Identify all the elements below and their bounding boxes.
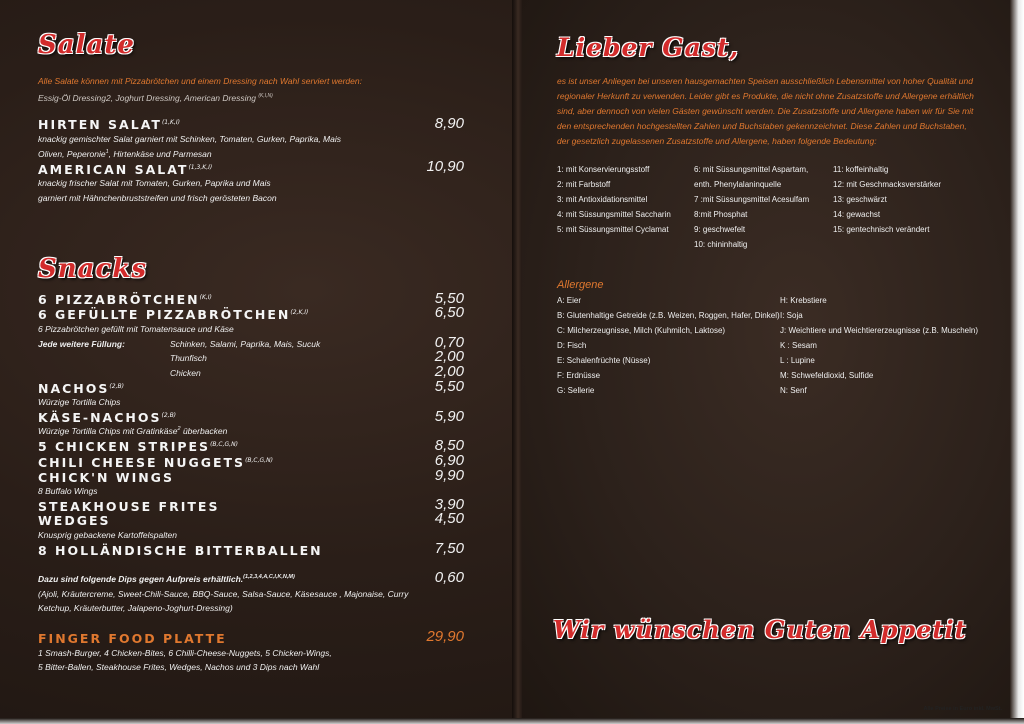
salate-note: Alle Salate können mit Pizzabrötchen und einem Dressing nach Wahl serviert werden: (38, 76, 362, 86)
filling-2-price: 2,00 (434, 348, 464, 365)
allergen-item: J: Weichtiere und Weichtiererzeugnisse (z.B. Muscheln) (780, 326, 979, 335)
snack-chicken-stripes-price: 8,50 (434, 437, 464, 454)
snack-kaesenachos-price: 5,90 (434, 408, 464, 425)
allergen-item: C: Milcherzeugnisse, Milch (Kuhmilch, Laktose) (557, 326, 726, 335)
snack-nachos-price: 5,50 (434, 378, 464, 395)
snack-wedges-name: WEDGES (38, 513, 111, 528)
additive-item: 8:mit Phosphat (694, 210, 748, 219)
salate-dressings: Essig-Öl Dressing2, Joghurt Dressing, American Dressing $^{(K,I,N)}$ (38, 92, 273, 103)
allergen-item: A: Eier (557, 296, 582, 305)
additive-item: 6: mit Süssungsmittel Aspartam, (694, 165, 809, 174)
snack-kaesenachos-name: KÄSE-$NACHOS^{(2,B)}$ (38, 410, 177, 425)
dips-list-1: (Ajoli, Kräutercreme, Sweet-Chili-Sauce, BBQ-Sauce, Salsa-Sauce, Käsesauce , Majonaise, Curry (38, 589, 409, 599)
snack-wedges-price: 4,50 (434, 510, 464, 527)
additive-item: 15: gentechnisch verändert (833, 225, 930, 234)
snack-gefuellte-name: 6 GEFÜLLTE $PIZZABRÖTCHEN^{(2,K,I)}$ (38, 307, 309, 322)
additive-item: 11: koffeinhaltig (833, 165, 889, 174)
salad-hirten-name: HIRTEN $SALAT^{(1,K,I)}$ (38, 117, 180, 132)
intro-line: den entsprechenden hochgestellten Zahlen und Buchstaben gekennzeichnet. Diese Zahlen und Buchstaben, (557, 121, 967, 131)
salad-hirten-price: 8,90 (434, 115, 464, 132)
allergen-item: N: Senf (780, 386, 807, 395)
snack-gefuellte-desc: 6 Pizzabrötchen gefüllt mit Tomatensauce und Käse (38, 324, 234, 334)
allergen-item: E: Schalenfrüchte (Nüsse) (557, 356, 651, 365)
page-edge-bottom (0, 718, 1024, 724)
filling-3-name: Chicken (170, 368, 201, 378)
snack-bitterballen-price: 7,50 (434, 540, 464, 557)
additives-col-1 (557, 162, 671, 237)
snack-pizzabroetchen-name: 6 $PIZZABRÖTCHEN^{(K,I)}$ (38, 292, 212, 307)
intro-line: es ist unser Anliegen bei unseren hausgemachten Speisen ausschließlich Lebensmittel von hoher Qualität und (557, 76, 973, 86)
filling-3-price: 2,00 (434, 363, 464, 380)
allergen-item: M: Schwefeldioxid, Sulfide (780, 371, 874, 380)
allergene-heading: Allergene (557, 279, 604, 291)
salad-american-name: AMERICAN $SALAT^{(1,3,K,I)}$ (38, 162, 213, 177)
closing-slogan: Wir wünschen Guten Appetit (553, 615, 967, 644)
platte-name: FINGER FOOD PLATTE (38, 631, 227, 646)
snack-chili-nuggets-price: 6,90 (434, 452, 464, 469)
greeting-heading: Lieber Gast, (557, 33, 740, 62)
filling-label: Jede weitere Füllung: (38, 339, 125, 349)
intro-line: der gesetzlich zugelassenen Zusatzstoffe und Allergene, haben folgende Bedeutung: (557, 136, 877, 146)
snack-nachos-desc: Würzige Tortilla Chips (38, 397, 121, 407)
allergen-item: I: Soja (780, 311, 803, 320)
intro-line: sind, aber dennoch von vielen Gästen gewünscht werden. Die Zusatzstoffe und Allergene haben wir für Sie mit (557, 106, 974, 116)
allergen-item: D: Fisch (557, 341, 587, 350)
snack-pizzabroetchen-price: 5,50 (434, 290, 464, 307)
snack-chili-nuggets-name: CHILI CHEESE $NUGGETS^{(B,C,G,N)}$ (38, 455, 273, 470)
snack-nachos-name: $NACHOS^{(2,B)}$ (38, 381, 124, 396)
allergens-col-2 (780, 293, 978, 398)
salad-american-desc2: garniert mit Hähnchenbruststreifen und frisch gerösteten Bacon (38, 193, 277, 203)
dips-price: 0,60 (434, 569, 464, 586)
price-footer: Alle Preise in Euro inkl. MwSt. (923, 706, 1002, 712)
snack-wedges-desc: Knusprig gebackene Kartoffelspalten (38, 530, 177, 540)
snack-gefuellte-price: 6,50 (434, 304, 464, 321)
additive-item: 3: mit Antioxidationsmittel (557, 195, 648, 204)
snack-wings-name: CHICK'N WINGS (38, 470, 174, 485)
allergen-item: L : Lupine (780, 356, 815, 365)
salad-hirten-desc2: Oliven, Peperonie$^1$, Hirtenkäse und Parmesan (38, 149, 212, 159)
intro-text (557, 74, 974, 149)
snack-frites-price: 3,90 (434, 496, 464, 513)
additive-item: 5: mit Süssungsmittel Cyclamat (557, 225, 669, 234)
allergens-col-1 (557, 293, 780, 398)
additives-col-2 (694, 162, 809, 252)
additive-item: 14: gewachst (833, 210, 881, 219)
dips-list-2: Ketchup, Kräuterbutter, Jalapeno-Joghurt-Dressing) (38, 603, 233, 613)
additive-item: 9: geschwefelt (694, 225, 746, 234)
snack-chicken-stripes-name: 5 CHICKEN $STRIPES^{(B,C,G,N)}$ (38, 439, 238, 454)
additives-col-3 (833, 162, 941, 237)
platte-desc-1: 1 Smash-Burger, 4 Chicken-Bites, 6 Chilli-Cheese-Nuggets, 5 Chicken-Wings, (38, 648, 332, 658)
platte-price: 29,90 (426, 628, 464, 645)
additive-item: enth. Phenylalaninquelle (694, 180, 782, 189)
additive-item: 4: mit Süssungsmittel Saccharin (557, 210, 671, 219)
additive-item: 12: mit Geschmacksverstärker (833, 180, 942, 189)
salate-heading: Salate (38, 30, 135, 60)
filling-1-name: Schinken, Salami, Paprika, Mais, Sucuk (170, 339, 321, 349)
intro-line: regionaler Herkunft zu verwenden. Leider gibt es Produkte, die nicht ohne Zusatzstoffe und Allergene erhältlich (557, 91, 974, 101)
salad-hirten-desc: knackig gemischter Salat garniert mit Schinken, Tomaten, Gurken, Paprika, Mais (38, 134, 341, 144)
snack-frites-name: STEAKHOUSE FRITES (38, 499, 220, 514)
snack-kaesenachos-desc: Würzige Tortilla Chips mit Gratinkäse$^2$ überbacken (38, 426, 228, 436)
snack-bitterballen-name: 8 HOLLÄNDISCHE BITTERBALLEN (38, 543, 323, 558)
page-gutter (512, 0, 522, 724)
additive-item: 10: chininhaltig (694, 240, 748, 249)
platte-desc-2: 5 Bitter-Ballen, Steakhouse Frites, Wedges, Nachos und 3 Dips nach Wahl (38, 662, 320, 672)
page-edge-right (1010, 0, 1024, 724)
snack-wings-desc: 8 Buffalo Wings (38, 486, 98, 496)
filling-2-name: Thunfisch (170, 353, 207, 363)
allergen-item: F: Erdnüsse (557, 371, 601, 380)
additive-item: 7 :mit Süssungsmittel Acesulfam (694, 195, 810, 204)
filling-1-price: 0,70 (434, 334, 464, 351)
additive-item: 2: mit Farbstoff (557, 180, 611, 189)
salad-american-desc: knackig frischer Salat mit Tomaten, Gurken, Paprika und Mais (38, 178, 271, 188)
dips-title: Dazu sind folgende Dips gegen Aufpreis erhältlich.$^{(1,2,3,4,A,C,I,K,N,M)}$ (38, 574, 295, 584)
allergen-item: G: Sellerie (557, 386, 595, 395)
salad-american-price: 10,90 (426, 158, 464, 175)
additive-item: 13: geschwärzt (833, 195, 887, 204)
additive-item: 1: mit Konservierungsstoff (557, 165, 650, 174)
snack-wings-price: 9,90 (434, 467, 464, 484)
allergen-item: B: Glutenhaltige Getreide (z.B. Weizen, Roggen, Hafer, Dinkel) (557, 311, 780, 320)
allergen-item: K : Sesam (780, 341, 817, 350)
snacks-heading: Snacks (38, 254, 148, 284)
allergen-item: H: Krebstiere (780, 296, 827, 305)
